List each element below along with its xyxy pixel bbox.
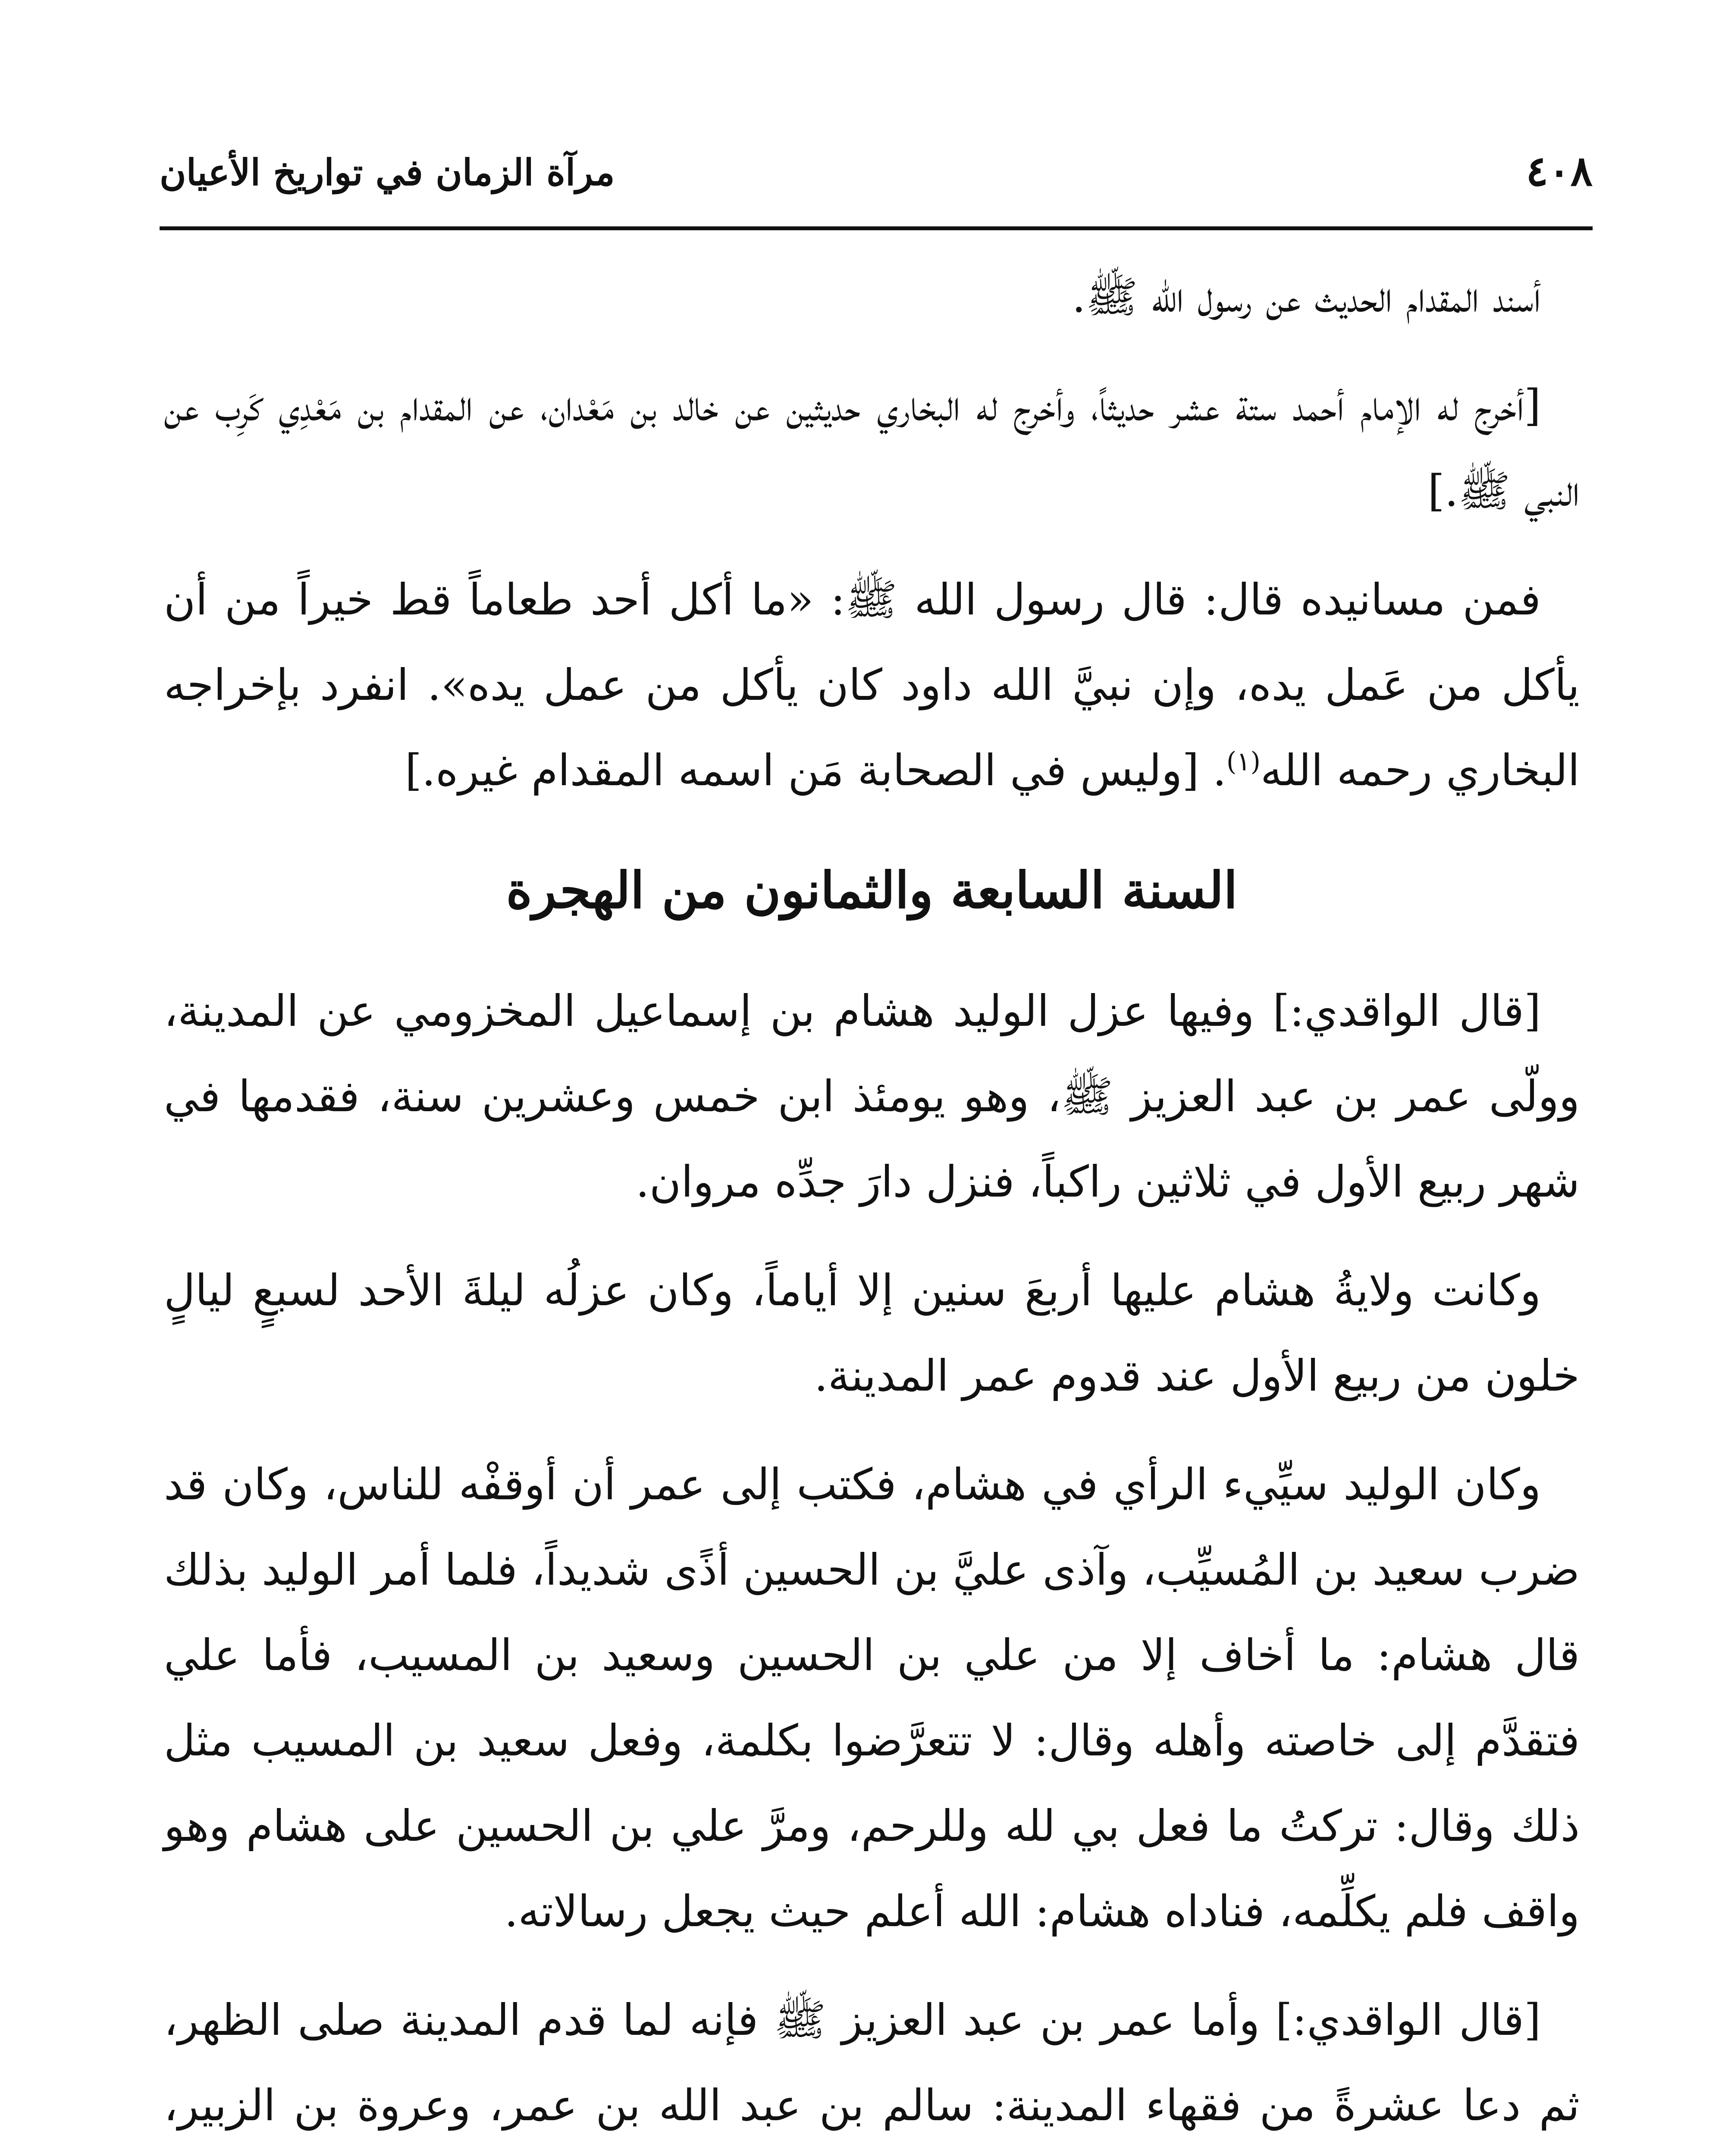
footnote-reference[interactable]: (١) [1226,746,1261,777]
paragraph-text-continued: . [وليس في الصحابة مَن اسمه المقدام غيره.] [405,745,1226,796]
book-title: مرآة الزمان في تواريخ الأعيان [160,151,615,194]
section-heading: السنة السابعة والثمانون من الهجرة [506,861,1238,920]
paragraph: وكانت ولايةُ هشام عليها أربعَ سنين إلا أياماً، وكان عزلُه ليلةَ الأحد لسبعٍ ليالٍ خلون من ربيع الأول عند قدوم عمر المدينة. [164,1265,1580,1401]
page-number: ٤٠٨ [1526,147,1593,195]
paragraph: [قال الواقدي:] وأما عمر بن عبد العزيز ﷺ فإنه لما قدم المدينة صلى الظهر، ثم دعا عشرةً من فقهاء المدينة: سالم بن عبد الله بن عمر، وعروة بن الزبير، [164,1995,1580,2131]
header-divider [160,226,1593,230]
main-text [164,254,1580,2156]
paragraph-with-footnote [164,557,1580,813]
running-header [160,142,1593,211]
paragraph: [قال الواقدي:] وفيها عزل الوليد هشام بن إسماعيل المخزومي عن المدينة، وولّى عمر بن عبد العزيز ﷺ، وهو يومئذ ابن خمس وعشرين سنة، فقدمها في شهر ربيع الأول في ثلاثين راكباً، فنزل دارَ جدِّه مروان. [164,986,1580,1207]
paragraph: [أخرج له الإمام أحمد ستة عشر حديثاً، وأخرج له البخاري حديثين عن خالد بن مَعْدان، عن المقدام بن مَعْدِي كَرِب عن النبي ﷺ.] [164,380,1580,516]
paragraph-text: فمن مسانيده قال: قال رسول الله ﷺ: «ما أكل أحد طعاماً قط خيراً من أن يأكل من عَمل يده، وإن نبيَّ الله داود كان يأكل من عمل يده». انفرد بإخراجه البخاري رحمه الله [164,574,1580,796]
paragraph: وكان الوليد سيِّيء الرأي في هشام، فكتب إلى عمر أن أوقفْه للناس، وكان قد ضرب سعيد بن المُسيِّب، وآذى عليَّ بن الحسين أذًى شديداً، فلما أمر الوليد بذلك قال هشام: ما أخاف إلا من علي بن الحسين وسعيد بن المسيب، فأما علي فتقدَّم إلى خاصته وأهله وقال: لا تتعرَّضوا بكلمة، وفعل سعيد بن المسيب مثل ذلك وقال: تركتُ ما فعل بي لله وللرحم، ومرَّ علي بن الحسين على هشام وهو واقف فلم يكلِّمه، فناداه هشام: الله أعلم حيث يجعل رسالاته. [164,1459,1580,1937]
paragraph: أسند المقدام الحديث عن رسول الله ﷺ. [1072,272,1541,322]
